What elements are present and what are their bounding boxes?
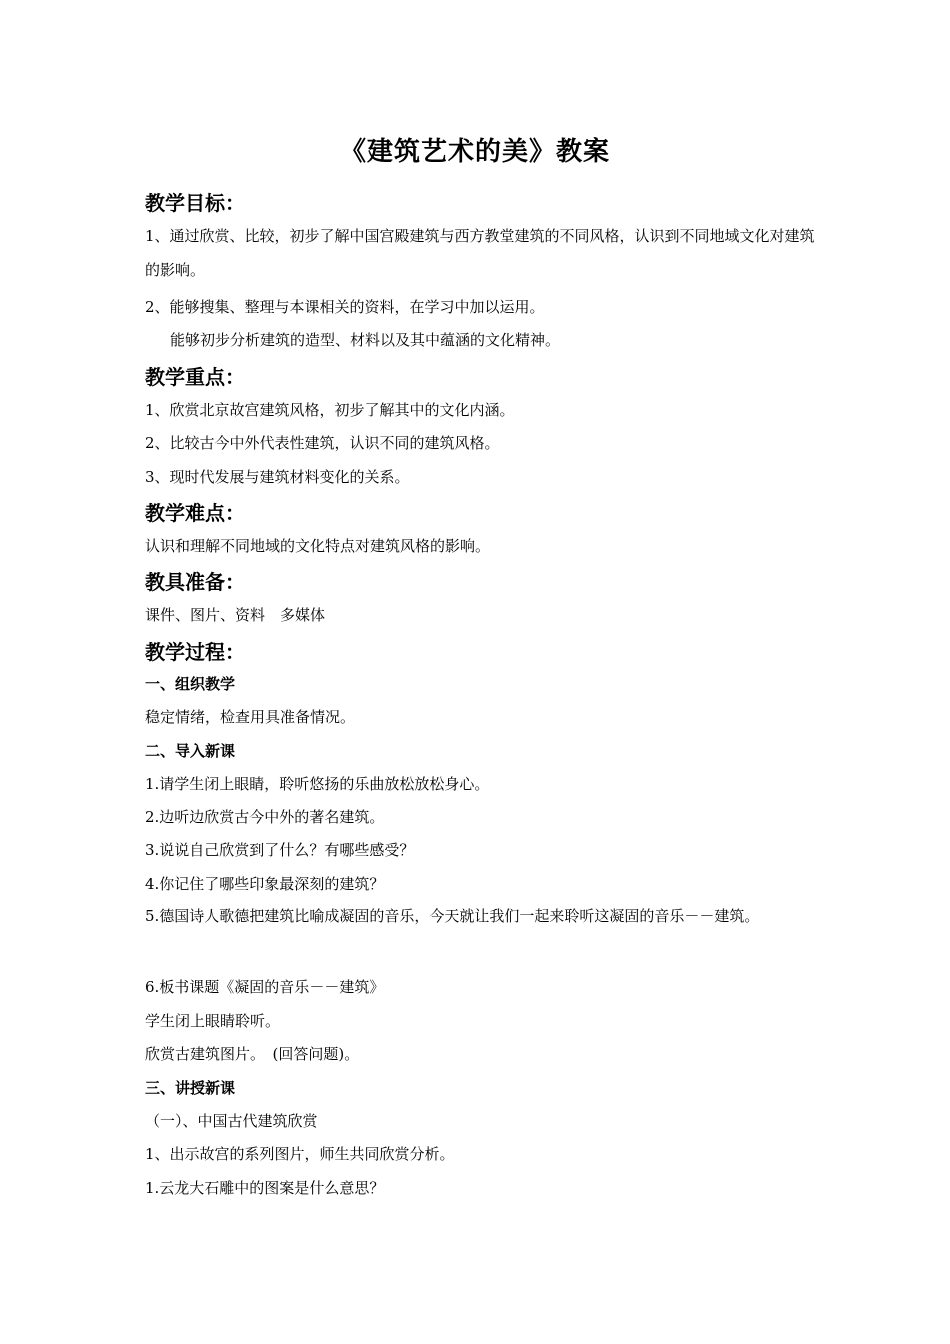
key-point-item-1: 1、欣赏北京故宫建筑风格，初步了解其中的文化内涵。 — [145, 401, 515, 419]
section-heading-difficulties: 教学难点： — [145, 501, 245, 525]
process-step2-item-3: 3.说说自己欣赏到了什么？有哪些感受？ — [145, 841, 415, 859]
process-step3-item-1: （一）、中国古代建筑欣赏 — [145, 1112, 318, 1130]
process-step3-item-3: 1.云龙大石雕中的图案是什么意思？ — [145, 1179, 385, 1197]
difficulty-item-1: 认识和理解不同地域的文化特点对建筑风格的影响。 — [145, 537, 491, 555]
key-point-item-3: 3、现时代发展与建筑材料变化的关系。 — [145, 468, 410, 486]
section-heading-key-points: 教学重点： — [145, 365, 245, 389]
document-title: 《建筑艺术的美》教案 — [339, 137, 610, 167]
process-step3-item-2: 1、出示故宫的系列图片，师生共同欣赏分析。 — [145, 1145, 455, 1163]
process-step2-item-6: 6.板书课题《凝固的音乐－－建筑》 — [145, 978, 385, 996]
section-heading-materials: 教具准备： — [145, 570, 245, 594]
goal-item-3: 能够初步分析建筑的造型、材料以及其中蕴涵的文化精神。 — [170, 331, 561, 349]
process-step2-item-7: 学生闭上眼睛聆听。 — [145, 1012, 281, 1030]
process-step2-item-8: 欣赏古建筑图片。 (回答问题)。 — [145, 1045, 360, 1063]
process-step2-item-5: 5.德国诗人歌德把建筑比喻成凝固的音乐，今天就让我们一起来聆听这凝固的音乐－－建筑。 — [145, 907, 760, 925]
process-step-title-3: 三、讲授新课 — [145, 1079, 236, 1097]
process-step2-item-4: 4.你记住了哪些印象最深刻的建筑？ — [145, 875, 385, 893]
section-heading-goals: 教学目标： — [145, 191, 245, 215]
goal-item-1: 1、通过欣赏、比较，初步了解中国宫殿建筑与西方教堂建筑的不同风格，认识到不同地域文化对建筑的影响。 — [145, 227, 815, 279]
process-step2-item-1: 1.请学生闭上眼睛，聆听悠扬的乐曲放松放松身心。 — [145, 775, 490, 793]
goal-item-2: 2、能够搜集、整理与本课相关的资料，在学习中加以运用。 — [145, 298, 545, 316]
key-point-item-2: 2、比较古今中外代表性建筑，认识不同的建筑风格。 — [145, 434, 500, 452]
materials-item-1: 课件、图片、资料 多媒体 — [145, 606, 326, 624]
process-step2-item-2: 2.边听边欣赏古今中外的著名建筑。 — [145, 808, 385, 826]
section-heading-process: 教学过程： — [145, 640, 245, 664]
process-step-title-2: 二、导入新课 — [145, 742, 236, 760]
process-step1-item-1: 稳定情绪，检查用具准备情况。 — [145, 708, 356, 726]
process-step-title-1: 一、组织教学 — [145, 675, 236, 693]
